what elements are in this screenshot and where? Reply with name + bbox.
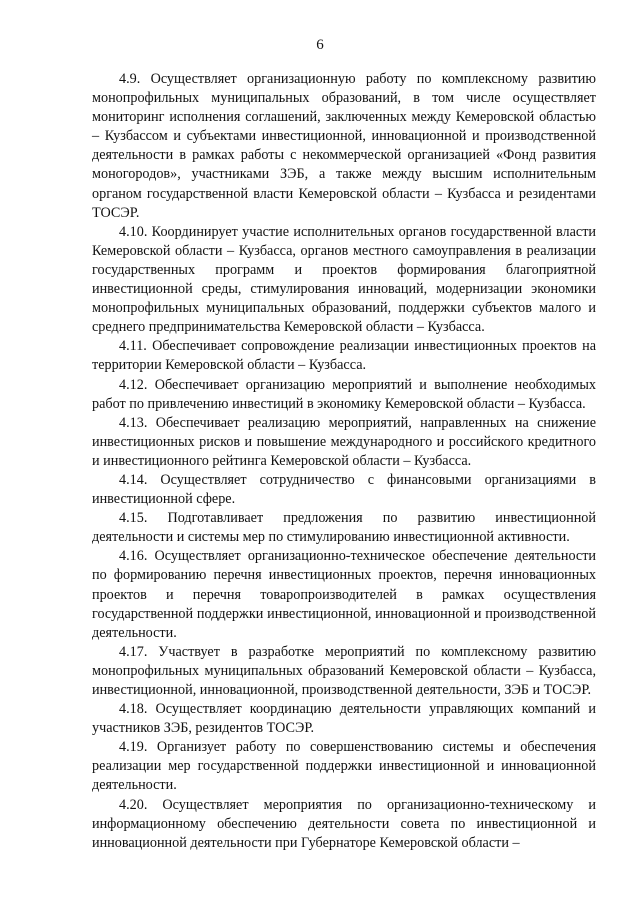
paragraph-4-16: 4.16. Осуществляет организационно-техническое обеспечение деятельности по формированию перечня инвестиционных проектов, перечня инновационных проектов и перечня товаропроизводителей в рамках осуществления государственной поддержки инвестиционной, инновационной и производственной деятельности.	[92, 548, 596, 641]
paragraph-4-12: 4.12. Обеспечивает организацию мероприятий и выполнение необходимых работ по привлечению инвестиций в экономику Кемеровской области – Кузбасса.	[92, 376, 596, 412]
paragraph-4-18: 4.18. Осуществляет координацию деятельности управляющих компаний и участников ЗЭБ, резидентов ТОСЭР.	[92, 701, 596, 737]
paragraph-4-19: 4.19. Организует работу по совершенствованию системы и обеспечения реализации мер государственной поддержки инвестиционной и инновационной деятельности.	[92, 739, 596, 794]
page-number: 6	[316, 37, 324, 53]
paragraph-4-20: 4.20. Осуществляет мероприятия по организационно-техническому и информационному обеспечению деятельности совета по инвестиционной и инновационной деятельности при Губернаторе Кемеровской области –	[92, 796, 596, 851]
paragraph-4-10: 4.10. Координирует участие исполнительных органов государственной власти Кемеровской области – Кузбасса, органов местного самоуправления в реализации государственных программ и проектов формирования благоприятной инвестиционной среды, стимулирования инноваций, модернизации экономики монопрофильных муниципальных образований, поддержки субъектов малого и среднего предпринимательства Кемеровской области – Кузбасса.	[92, 223, 596, 336]
paragraph-4-15: 4.15. Подготавливает предложения по развитию инвестиционной деятельности и системы мер по стимулированию инвестиционной активности.	[92, 510, 596, 546]
paragraph-4-17: 4.17. Участвует в разработке мероприятий по комплексному развитию монопрофильных муниципальных образований Кемеровской области – Кузбасса, инвестиционной, инновационной, производственной деятельности, ЗЭБ и ТОСЭР.	[92, 643, 596, 698]
document-body	[92, 70, 596, 853]
paragraph-4-13: 4.13. Обеспечивает реализацию мероприятий, направленных на снижение инвестиционных рисков и повышение международного и российского кредитного и инвестиционного рейтинга Кемеровской области – Кузбасса.	[92, 414, 596, 469]
paragraph-4-9: 4.9. Осуществляет организационную работу по комплексному развитию монопрофильных муниципальных образований, в том числе осуществляет мониторинг исполнения соглашений, заключенных между Кемеровской областью – Кузбассом и субъектами инвестиционной, инновационной и производственной деятельности в рамках работы с некоммерческой организацией «Фонд развития моногородов», участниками ЗЭБ, а также между высшим исполнительным органом государственной власти Кемеровской области – Кузбасса и резидентами ТОСЭР.	[92, 71, 596, 221]
paragraph-4-11: 4.11. Обеспечивает сопровождение реализации инвестиционных проектов на территории Кемеровской области – Кузбасса.	[92, 338, 596, 374]
paragraph-4-14: 4.14. Осуществляет сотрудничество с финансовыми организациями в инвестиционной сфере.	[92, 471, 596, 508]
